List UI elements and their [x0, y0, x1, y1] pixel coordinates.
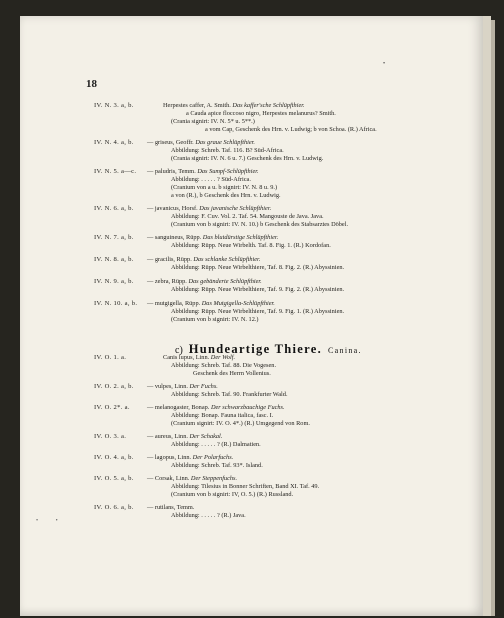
entry-detail [171, 155, 323, 163]
entry-detail [171, 391, 288, 399]
entry-detail [171, 512, 246, 520]
entry-text: (Crania signirt: IV. N. 6 u. 7.) Geschenk des Hrn. v. Ludwig. [171, 155, 324, 162]
species-entry [147, 454, 233, 462]
species-entry [147, 383, 218, 391]
entry-detail [171, 362, 276, 370]
common-name: Das Sumpf-Schlüpfthier. [197, 168, 259, 175]
section-latin: Canina. [328, 346, 362, 355]
page-edge [483, 16, 491, 616]
species-entry [147, 433, 222, 441]
page-edge-shadow [491, 20, 495, 616]
catalogue-code: IV. N. 9. a, b. [94, 278, 134, 285]
entry-text: Abbildung: . . . . . ? Süd-Africa. [171, 176, 251, 183]
entry-detail [205, 126, 377, 134]
entry-text: Abbildung: Schreb. Taf. 93*. Island. [171, 462, 263, 469]
common-name: Der Fuchs. [189, 383, 218, 390]
entry-text: Abbildung: . . . . . ? (R.) Java. [171, 512, 246, 519]
species-entry [147, 278, 262, 286]
common-name: Das schlanke Schlüpfthier. [193, 256, 261, 263]
entry-text: (Cranium von b signirt: IV. N. 12.) [171, 316, 259, 323]
entry-text: Abbildung: Schreb. Taf. 88. Die Vogesen. [171, 362, 277, 369]
entry-text: — Corsak, Linn. [147, 475, 191, 482]
entry-text: Abbildung: Rüpp. Neue Wirbelthiere, Taf. 9. Fig. 2. (R.) Abyssinien. [171, 286, 345, 293]
species-entry [147, 234, 278, 242]
catalogue-code: IV. N. 8. a, b. [94, 256, 134, 263]
entry-detail [171, 441, 261, 449]
catalogue-code: IV. O. 1. a. [94, 354, 127, 361]
entry-text: Canis lupus, Linn. [163, 354, 211, 361]
entry-text: Abbildung: Tilesius in Bonner Schriften, Band XI. Taf. 49. [171, 483, 320, 490]
entry-text: — rutilans, Temm. [147, 504, 195, 511]
entry-text: Herpestes caffer, A. Smith. [163, 102, 233, 109]
stray-mark: • [383, 61, 386, 67]
common-name: Das Mutgigella-Schlüpfthier. [201, 300, 275, 307]
entry-text: — gracilis, Rüpp. [147, 256, 194, 263]
entry-text: — aureus, Linn. [147, 433, 190, 440]
catalogue-code: IV. N. 3. a, b. [94, 102, 134, 109]
entry-detail [171, 412, 273, 420]
entry-text: (Cranium von b signirt: IV. N. 10.) b Geschenk des Stabsarztes Döbel. [171, 221, 349, 228]
species-entry [163, 102, 305, 110]
entry-detail [171, 192, 281, 200]
catalogue-code: IV. N. 6. a, b. [94, 205, 134, 212]
common-name: Das gebänderte Schlüpfthier. [188, 278, 262, 285]
entry-text: Abbildung: F. Cuv. Vol. 2. Taf. 54. Mangouste de Java. Java. [171, 213, 324, 220]
entry-detail [186, 110, 336, 118]
catalogue-code: IV. N. 7. a, b. [94, 234, 134, 241]
entry-detail [171, 308, 344, 316]
entry-text: — griseus, Geoffr. [147, 139, 196, 146]
entry-detail [171, 184, 277, 192]
entry-text: — lagopus, Linn. [147, 454, 193, 461]
catalogue-code: IV. O. 3. a. [94, 433, 127, 440]
entry-text: a Cauda apice floccoso nigro, Herpestes melanurus? Smith. [186, 110, 336, 117]
entry-text: Abbildung: Schreb. Taf. 90. Frankfurter Wald. [171, 391, 288, 398]
entry-text: (Cranium von b signirt: IV, O. 5.) (R.) Russland. [171, 491, 294, 498]
catalogue-code: IV. O. 2*. a. [94, 404, 130, 411]
section-label: c) [175, 345, 183, 356]
common-name: Der Schakal. [189, 433, 223, 440]
entry-text: a von (R.), b Geschenk des Hrn. v. Ludwig. [171, 192, 281, 199]
common-name: Das blutdürstige Schlüpfthier. [202, 234, 279, 241]
entry-text: — zebra, Rüpp. [147, 278, 189, 285]
entry-text: — vulpes, Linn. [147, 383, 190, 390]
entry-detail [171, 462, 263, 470]
common-name: Der Wolf. [210, 354, 236, 361]
entry-text: Abbildung: Schreb. Taf. 116. B? Süd-Africa. [171, 147, 284, 154]
entry-detail [171, 420, 310, 428]
species-entry [147, 139, 255, 147]
entry-text: Abbildung: Rüpp. Neue Wirbelthiere, Taf. 9. Fig. 1. (R.) Abyssinien. [171, 308, 345, 315]
species-entry [147, 475, 237, 483]
species-entry [147, 256, 260, 264]
entry-detail [171, 118, 255, 126]
species-entry [147, 300, 275, 308]
catalogue-code: IV. N. 10. a, b. [94, 300, 138, 307]
catalogue-code: IV. N. 4. a, b. [94, 139, 134, 146]
entry-detail [171, 491, 293, 499]
common-name: Der schwarzbauchige Fuchs. [210, 404, 285, 411]
catalogue-code: IV. O. 6. a, b. [94, 504, 134, 511]
entry-text: — sanguineus, Rüpp. [147, 234, 203, 241]
entry-detail [171, 213, 324, 221]
species-entry [147, 404, 285, 412]
entry-detail [171, 286, 344, 294]
entry-text: — melanogaster, Bonap. [147, 404, 211, 411]
entry-text: (Crania signirt: IV. N. 5* u. 5**.) [171, 118, 255, 125]
entry-detail [171, 242, 331, 250]
common-name: Der Polarfuchs. [192, 454, 234, 461]
entry-text: (Cranium signirt: IV. O. 4*.) (R.) Umgegend von Rom. [171, 420, 310, 427]
entry-detail [171, 221, 348, 229]
species-entry [147, 168, 259, 176]
entry-detail [171, 147, 284, 155]
common-name: Das graue Schlüpfthier. [195, 139, 255, 146]
entry-detail [193, 370, 271, 378]
entry-text: Geschenk des Herrn Vollenius. [193, 370, 271, 377]
entry-text: Abbildung: Rüpp. Neue Wirbelthiere, Taf. 8. Fig. 2. (R.) Abyssinien. [171, 264, 345, 271]
catalogue-code: IV. O. 4. a, b. [94, 454, 134, 461]
catalogue-code: IV. O. 2. a, b. [94, 383, 134, 390]
entry-detail [171, 264, 344, 272]
page-number: 18 [86, 78, 97, 90]
entry-text: Abbildung: . . . . . ? (R.) Dalmatien. [171, 441, 261, 448]
section-title: Hundeartige Thiere. [188, 342, 323, 356]
entry-detail [171, 316, 259, 324]
entry-text: Abbildung: Rüpp. Neue Wirbelth. Taf. 8. Fig. 1. (R.) Kordofan. [171, 242, 331, 249]
entry-text: Abbildung: Bonap. Fauna italica, fasc. I. [171, 412, 274, 419]
common-name: Der Steppenfuchs. [190, 475, 238, 482]
species-entry [163, 354, 235, 362]
entry-text: a vom Cap, Geschenk des Hrn. v. Ludwig; b von Schoa. (R.) Africa. [205, 126, 377, 133]
entry-text: — mutgigella, Rüpp. [147, 300, 202, 307]
entry-text: — javanicus, Horsf. [147, 205, 200, 212]
entry-detail [171, 176, 251, 184]
entry-detail [171, 483, 319, 491]
stray-marks: • • [36, 518, 66, 524]
common-name: Das kaffer'sche Schlüpfthier. [232, 102, 305, 109]
catalogue-code: IV. N. 5. a—c. [94, 168, 137, 175]
entry-text: (Cranium von a u. b signirt: IV. N. 8 u. 9.) [171, 184, 278, 191]
common-name: Das javanische Schlüpfthier. [199, 205, 272, 212]
species-entry [147, 504, 194, 512]
species-entry [147, 205, 271, 213]
entry-text: — paludris, Temm. [147, 168, 198, 175]
catalogue-code: IV. O. 5. a, b. [94, 475, 134, 482]
